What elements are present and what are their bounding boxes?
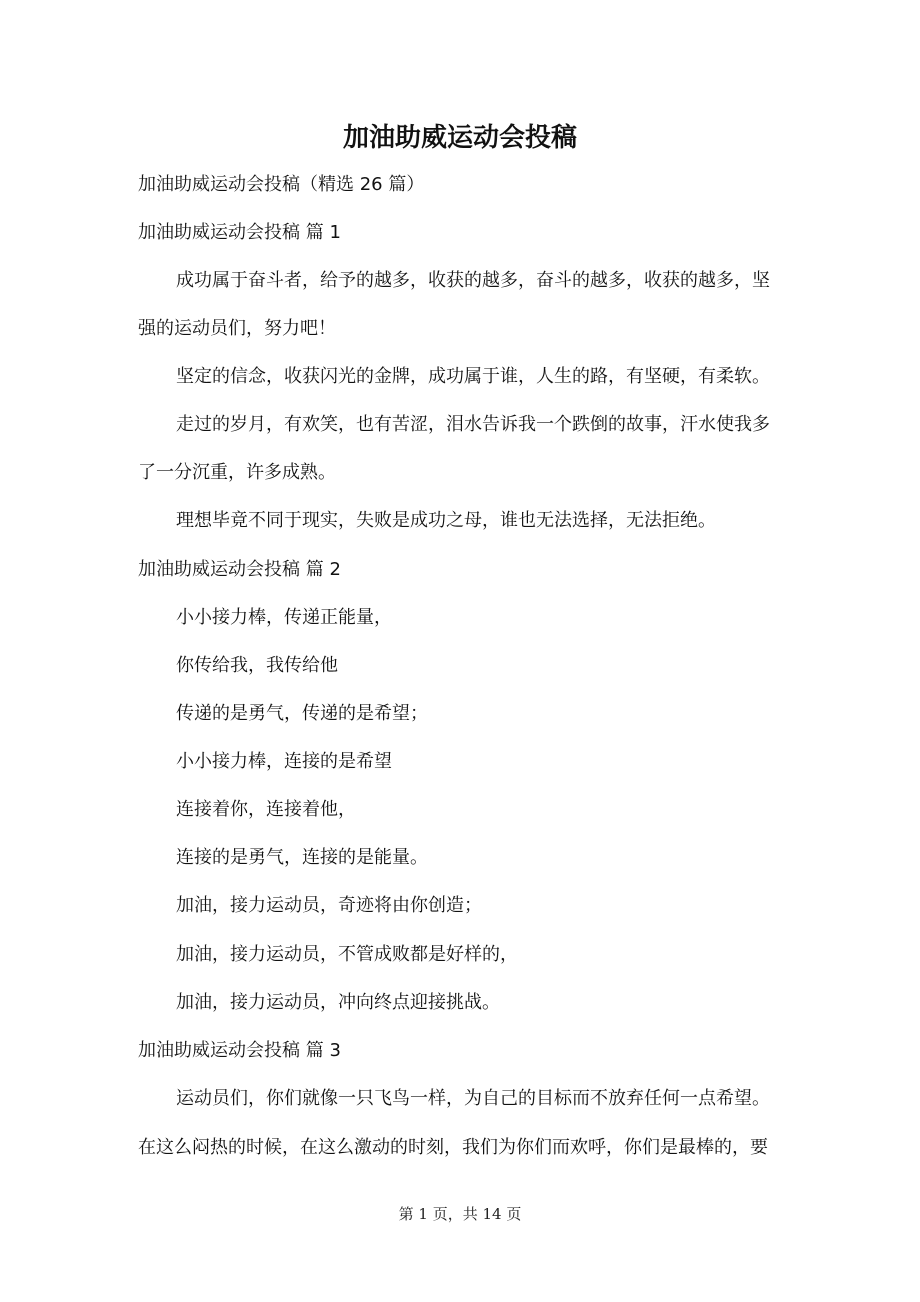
document-subtitle: 加油助威运动会投稿（精选 26 篇）: [138, 174, 425, 195]
section-heading-3: 加油助威运动会投稿 篇 3: [138, 1040, 341, 1061]
page-number: 第 1 页，共 14 页: [398, 1205, 522, 1223]
poem-line: 你传给我，我传给他: [176, 655, 338, 676]
paragraph-line: 在这么闷热的时候，在这么激动的时刻，我们为你们而欢呼，你们是最棒的，要: [138, 1137, 768, 1158]
paragraph-line: 强的运动员们，努力吧！: [138, 318, 336, 339]
paragraph-line: 成功属于奋斗者，给予的越多，收获的越多，奋斗的越多，收获的越多，坚: [176, 270, 770, 291]
poem-line: 连接着你，连接着他，: [176, 799, 356, 820]
poem-line: 连接的是勇气，连接的是能量。: [176, 847, 428, 868]
poem-line: 加油，接力运动员，奇迹将由你创造；: [176, 895, 482, 916]
document-title: 加油助威运动会投稿: [342, 123, 577, 153]
paragraph-line: 坚定的信念，收获闪光的金牌，成功属于谁，人生的路，有坚硬，有柔软。: [176, 366, 770, 387]
section-heading-1: 加油助威运动会投稿 篇 1: [138, 222, 341, 243]
poem-line: 小小接力棒，传递正能量，: [176, 607, 392, 628]
paragraph-line: 了一分沉重，许多成熟。: [138, 462, 336, 483]
poem-line: 小小接力棒，连接的是希望: [176, 751, 392, 772]
section-heading-2: 加油助威运动会投稿 篇 2: [138, 559, 341, 580]
paragraph-line: 理想毕竟不同于现实，失败是成功之母，谁也无法选择，无法拒绝。: [176, 510, 716, 531]
poem-line: 加油，接力运动员，冲向终点迎接挑战。: [176, 992, 500, 1013]
poem-line: 加油，接力运动员，不管成败都是好样的，: [176, 944, 518, 965]
poem-line: 传递的是勇气，传递的是希望；: [176, 703, 428, 724]
paragraph-line: 走过的岁月，有欢笑，也有苦涩，泪水告诉我一个跌倒的故事，汗水使我多: [176, 414, 770, 435]
paragraph-line: 运动员们，你们就像一只飞鸟一样，为自己的目标而不放弃任何一点希望。: [176, 1088, 770, 1109]
